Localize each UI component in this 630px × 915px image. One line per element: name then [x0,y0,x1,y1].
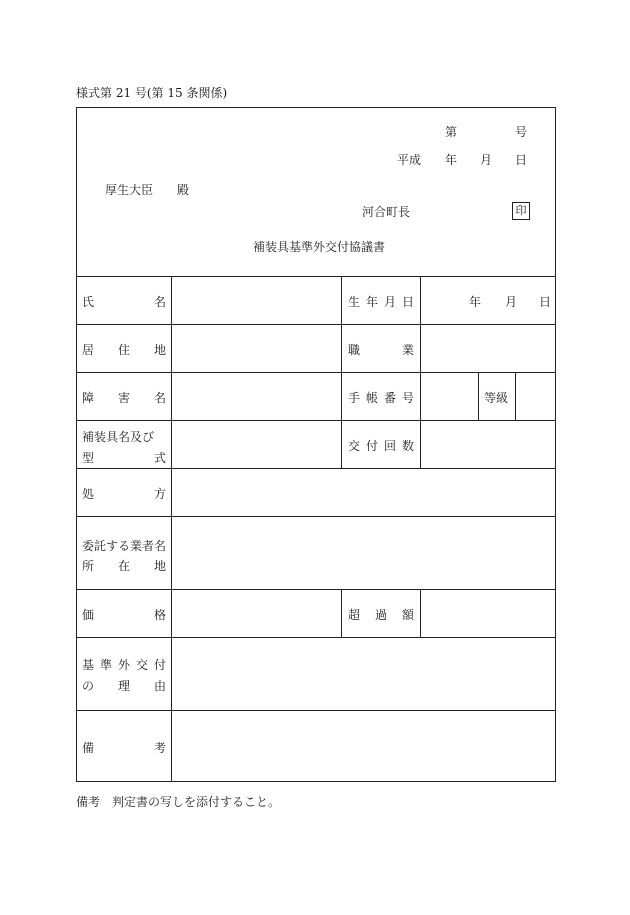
date-month: 月 [480,153,493,167]
divider [341,276,342,468]
date-year: 年 [445,153,458,167]
label-contractor-line1: 委託する業者名 [82,539,167,553]
birth-year-label: 年 [469,295,482,309]
number-suffix: 号 [515,125,528,139]
label-device-line2: 型 式 [82,451,166,465]
number-prefix: 第 [445,125,458,139]
form-number-title: 様式第 21 号(第 15 条関係) [76,86,228,100]
birth-month-label: 月 [505,295,518,309]
divider [76,372,556,373]
document-title: 補装具基準外交付協議書 [253,240,386,254]
divider [171,276,172,782]
label-residence: 居 住 地 [82,343,166,357]
label-price: 価 格 [82,608,166,622]
label-grade: 等級 [484,391,509,405]
divider [76,420,556,421]
divider [478,372,479,420]
footer-note: 備考 判定書の写しを添付すること。 [76,795,281,809]
label-prescription: 処 方 [82,487,166,501]
label-handbook-number: 手 帳 番 号 [348,391,414,405]
label-reason-line2: の 理 由 [82,679,166,693]
birth-day-label: 日 [539,295,552,309]
divider [76,324,556,325]
divider [341,589,342,637]
label-excess: 超 過 額 [348,608,414,622]
label-occupation: 職 業 [348,343,414,357]
label-issue-count: 交 付 回 数 [348,439,414,453]
label-reason-line1: 基 準 外 交 付 [82,658,166,672]
date-day: 日 [515,153,528,167]
divider [76,468,556,469]
label-device-line1: 補装具名及び [82,430,155,444]
divider [76,637,556,638]
date-era: 平成 [397,153,422,167]
seal-mark: 印 [512,202,530,220]
divider [76,710,556,711]
divider [76,516,556,517]
honorific: 殿 [177,183,190,197]
label-disability: 障 害 名 [82,391,166,405]
divider [420,276,421,468]
addressee: 厚生大臣 [105,183,154,197]
sender-title: 河合町長 [362,205,411,219]
divider [76,589,556,590]
divider [515,372,516,420]
label-remarks: 備 考 [82,741,166,755]
divider [420,589,421,637]
label-birthdate: 生 年 月 日 [348,295,414,309]
label-contractor-line2: 所 在 地 [82,559,166,573]
label-name: 氏 名 [82,295,166,309]
divider [76,276,556,277]
